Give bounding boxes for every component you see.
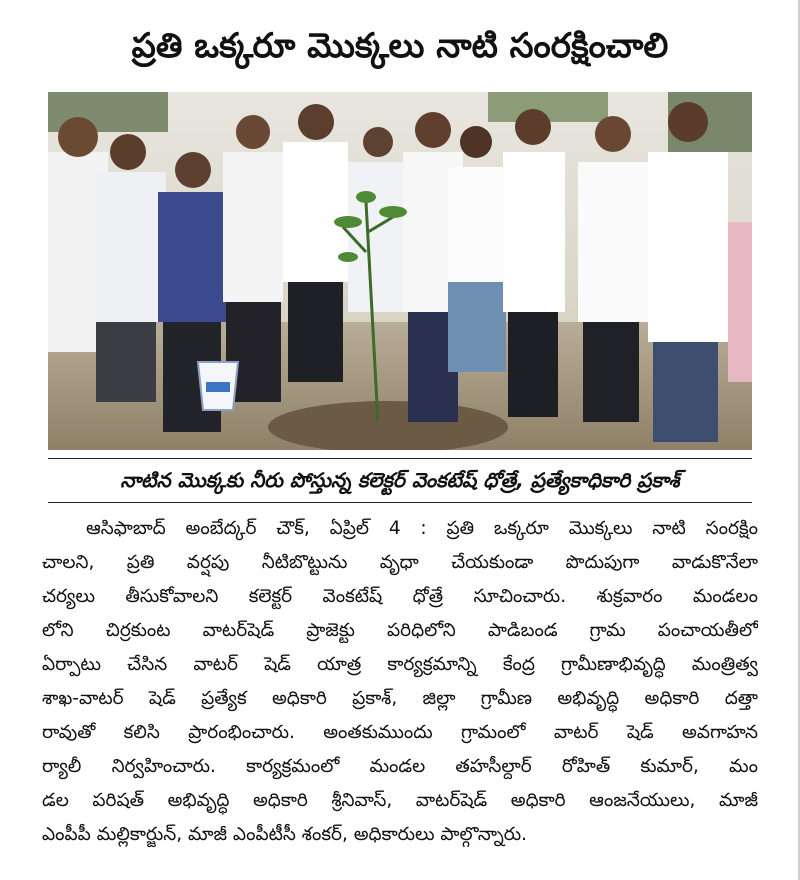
- body-line: లోని చిర్రకుంట వాటర్‌షెడ్ ప్రాజెక్టు పరిధిలోని పాడిబండ గ్రామ పంచాయతీలో: [42, 620, 758, 641]
- caption-bottom-rule: [48, 502, 752, 503]
- body-line: ఎంపీపీ మల్లికార్జున్, మాజీ ఎంపీటీసీ శంకర్, అధికారులు పాల్గొన్నారు.: [42, 824, 528, 845]
- body-line: చాలని, ప్రతి వర్షపు నీటిబొట్టును వృధా చేయకుండా పొదుపుగా వాడుకొనేలా: [42, 552, 758, 573]
- body-line: శాఖ-వాటర్ షెడ్ ప్రత్యేక అధికారి ప్రకాశ్, జిల్లా గ్రామీణ అభివృద్ధి అధికారి దత్తా: [42, 688, 758, 709]
- article-photo: [48, 92, 752, 450]
- photo-tree-planting-icon: [48, 92, 752, 450]
- body-line: ఏర్పాటు చేసిన వాటర్ షెడ్ యాత్ర కార్యక్రమాన్ని కేంద్ర గ్రామీణాభివృద్ధి మంత్రిత్వ: [42, 654, 758, 675]
- body-line: చర్యలు తీసుకోవాలని కలెక్టర్ వెంకటేష్ ధోత్రే సూచించారు. శుక్రవారం మండలం: [42, 586, 758, 607]
- body-line: ఆసిఫాబాద్ అంబేద్కర్ చౌక్, ఏప్రిల్ 4 : ప్రతి ఒక్కరూ మొక్కలు నాటి సంరక్షిం: [86, 518, 758, 539]
- article-body: [42, 512, 758, 852]
- body-line: డల పరిషత్ అభివృద్ధి అధికారి శ్రీనివాస్, వాటర్‌షెడ్ అధికారి ఆంజనేయులు, మాజీ: [42, 790, 758, 811]
- body-line: రావుతో కలిసి ప్రారంభించారు. అంతకుముందు గ్రామంలో వాటర్ షెడ్ అవగాహన: [42, 722, 758, 743]
- photo-caption: నాటిన మొక్కకు నీరు పోస్తున్న కలెక్టర్ వెంకటేష్ ధోత్రే, ప్రత్యేకాధికారి ప్రకాశ్: [120, 468, 680, 492]
- caption-top-rule: [48, 458, 752, 459]
- body-line: ర్యాలీ నిర్వహించారు. కార్యక్రమంలో మండల తహసీల్దార్ రోహిత్ కుమార్, మం: [42, 756, 758, 777]
- article-headline: ప్రతి ఒక్కరూ మొక్కలు నాటి సంరక్షించాలి: [131, 26, 669, 66]
